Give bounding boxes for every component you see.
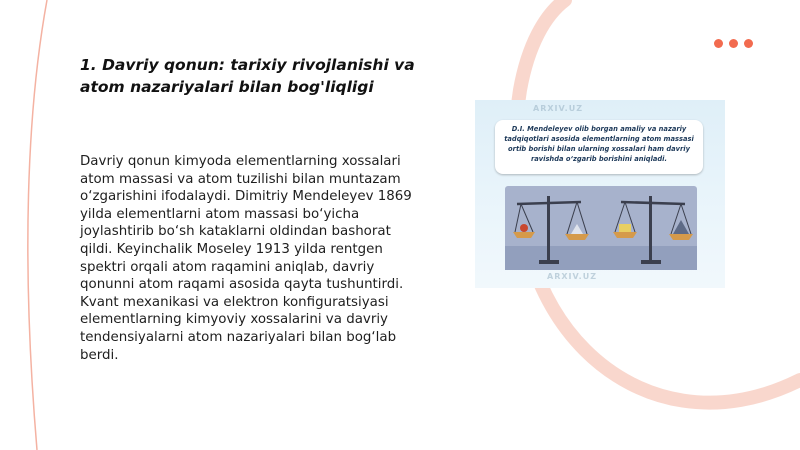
watermark: ARXIV.UZ <box>533 104 583 113</box>
dot <box>714 39 723 48</box>
mendeleyev-illustration <box>475 100 725 288</box>
dot <box>729 39 738 48</box>
slide-body-text: Davriy qonun kimyoda elementlarning xossalari atom massasi va atom tuzilishi bilan muntazam o‘zgarishini ifodalaydi. Dimitriy Mendeleyev 1869 yilda elementlarni atom massasi bo‘yicha joylashtirib bo‘sh kataklarni oldindan bashorat qildi. Keyinchalik Moseley 1913 yilda rentgen spektri orqali atom raqamini aniqlab, davriy qonunni atom raqami asosida qayta tushuntirdi. Kvant mexanikasi va elektron konfiguratsiyasi elementlarning kimyoviy xossalarini va davriy tendensiyalarni atom nazariyalari bilan bog‘lab berdi. <box>80 154 412 363</box>
figure-caption: D.I. Mendeleyev olib borgan amaliy va nazariy tadqiqotlari asosida elementlarning atom massasi ortib borishi bilan ularning xossalari ham davriy ravishda o‘zgarib borishini aniqladi. <box>495 120 703 174</box>
watermark: ARXIV.UZ <box>547 272 597 281</box>
decorative-left-line <box>28 0 47 450</box>
more-dots-icon <box>714 39 753 48</box>
slide-title: 1. Davriy qonun: tarixiy rivojlanishi va atom nazariyalari bilan bog'liqligi <box>80 56 415 96</box>
balance-scale-icon <box>503 186 699 272</box>
dot <box>744 39 753 48</box>
